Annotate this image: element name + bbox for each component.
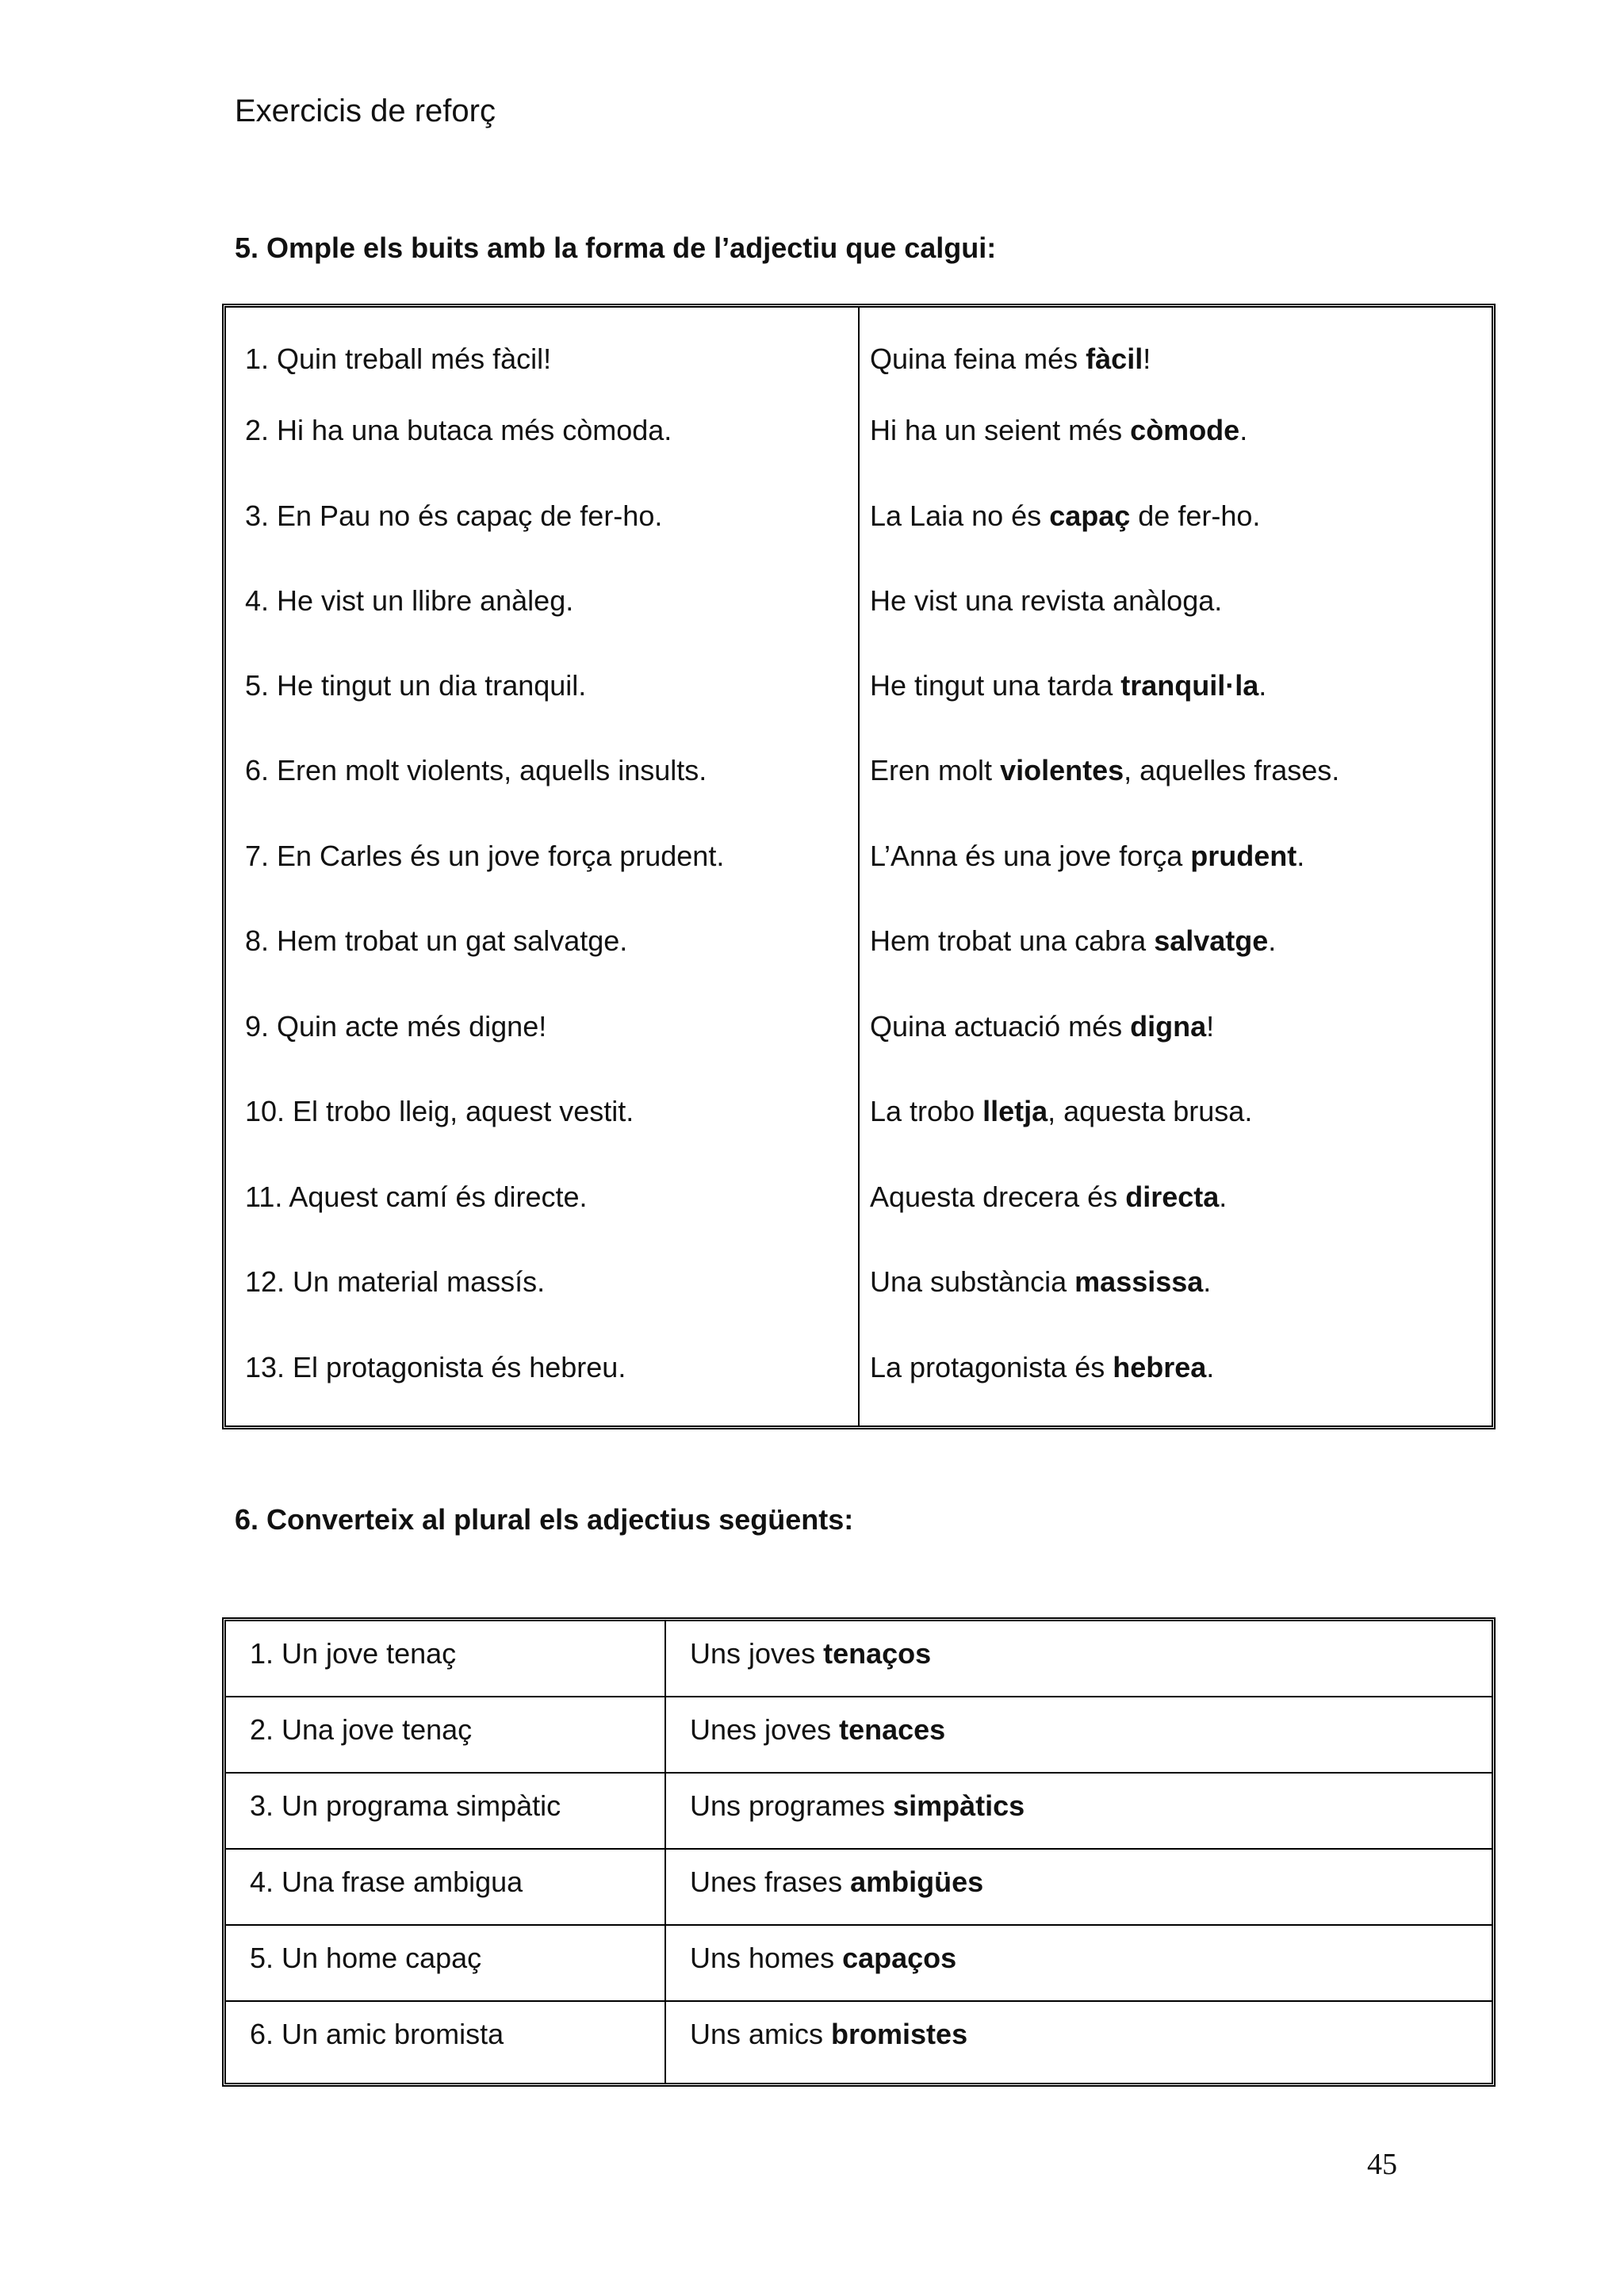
answer-cell xyxy=(870,1351,1214,1384)
table-row xyxy=(226,1621,1492,1697)
table-row xyxy=(226,1181,1492,1228)
answer-word: lletja xyxy=(982,1095,1048,1127)
answer-text: La Laia no és xyxy=(870,499,1050,532)
answer-text: La protagonista és xyxy=(870,1351,1113,1383)
answer-cell xyxy=(870,669,1266,702)
answer-text: Quina actuació més xyxy=(870,1010,1131,1043)
table-row xyxy=(226,1265,1492,1313)
singular-cell: 1. Un jove tenaç xyxy=(250,1637,457,1670)
answer-cell xyxy=(870,414,1247,447)
prompt-cell: 1. Quin treball més fàcil! xyxy=(245,342,552,375)
answer-word: directa xyxy=(1125,1181,1220,1213)
table-row xyxy=(226,754,1492,802)
prompt-cell: 5. He tingut un dia tranquil. xyxy=(245,669,587,702)
plural-cell xyxy=(690,1637,931,1670)
answer-text: Hem trobat una cabra xyxy=(870,924,1155,957)
answer-text: . xyxy=(1206,1351,1215,1383)
answer-text: Uns homes xyxy=(690,1942,843,1974)
table-row xyxy=(226,414,1492,461)
answer-cell xyxy=(870,1265,1211,1299)
answer-text: . xyxy=(1219,1181,1228,1213)
table-row xyxy=(226,499,1492,547)
prompt-cell: 3. En Pau no és capaç de fer-ho. xyxy=(245,499,663,532)
answer-word: violentes xyxy=(1000,754,1124,786)
plural-cell xyxy=(690,1942,956,1975)
singular-cell: 3. Un programa simpàtic xyxy=(250,1789,561,1822)
plural-cell xyxy=(690,1713,945,1747)
answer-text: Uns joves xyxy=(690,1637,824,1670)
section-5-title: 5. Omple els buits amb la forma de l’adjectiu que calgui: xyxy=(235,232,997,264)
answer-word: prudent xyxy=(1190,840,1297,872)
answer-cell xyxy=(870,499,1260,533)
prompt-cell: 7. En Carles és un jove força prudent. xyxy=(245,840,725,872)
answer-text: He vist una revista anàloga. xyxy=(870,584,1223,617)
prompt-cell: 2. Hi ha una butaca més còmoda. xyxy=(245,414,672,446)
answer-text: ! xyxy=(1143,342,1151,375)
table-row xyxy=(226,1095,1492,1142)
answer-text: He tingut una tarda xyxy=(870,669,1121,702)
plural-table xyxy=(222,1617,1496,2087)
table-row xyxy=(226,1850,1492,1926)
answer-cell xyxy=(870,1010,1214,1043)
answer-word: massissa xyxy=(1074,1265,1204,1298)
answer-text: Eren molt xyxy=(870,754,1001,786)
page-header: Exercicis de reforç xyxy=(235,94,496,128)
answer-text: . xyxy=(1203,1265,1212,1298)
prompt-cell: 8. Hem trobat un gat salvatge. xyxy=(245,924,628,957)
prompt-cell: 11. Aquest camí és directe. xyxy=(245,1181,588,1213)
answer-word: bromistes xyxy=(831,2018,968,2050)
singular-cell: 2. Una jove tenaç xyxy=(250,1713,473,1746)
answer-text: . xyxy=(1258,669,1267,702)
answer-word: salvatge xyxy=(1154,924,1269,957)
answer-cell xyxy=(870,1181,1227,1214)
singular-cell: 5. Un home capaç xyxy=(250,1942,482,1974)
answer-text: Unes frases xyxy=(690,1866,851,1898)
singular-cell: 6. Un amic bromista xyxy=(250,2018,504,2050)
answer-text: Uns programes xyxy=(690,1789,894,1822)
page-number: 45 xyxy=(1367,2148,1397,2181)
answer-cell xyxy=(870,840,1304,873)
answer-text: Uns amics xyxy=(690,2018,832,2050)
answer-cell xyxy=(870,924,1276,958)
table-row xyxy=(226,1351,1492,1399)
answer-text: La trobo xyxy=(870,1095,983,1127)
answer-word: hebrea xyxy=(1113,1351,1207,1383)
section-6-title: 6. Converteix al plural els adjectius següents: xyxy=(235,1503,854,1536)
answer-text: Aquesta drecera és xyxy=(870,1181,1126,1213)
plural-cell xyxy=(690,2018,967,2051)
answer-text: Unes joves xyxy=(690,1713,840,1746)
answer-text: L’Anna és una jove força xyxy=(870,840,1191,872)
adjective-form-table xyxy=(222,304,1496,1429)
prompt-cell: 6. Eren molt violents, aquells insults. xyxy=(245,754,707,786)
answer-word: fàcil xyxy=(1086,342,1143,375)
prompt-cell: 13. El protagonista és hebreu. xyxy=(245,1351,626,1383)
prompt-cell: 10. El trobo lleig, aquest vestit. xyxy=(245,1095,634,1127)
answer-text: de fer-ho. xyxy=(1130,499,1261,532)
answer-cell xyxy=(870,584,1222,618)
plural-cell xyxy=(690,1789,1025,1823)
prompt-cell: 12. Un material massís. xyxy=(245,1265,546,1298)
answer-cell xyxy=(870,342,1151,376)
table-row xyxy=(226,1697,1492,1774)
answer-word: còmode xyxy=(1130,414,1240,446)
table-row xyxy=(226,584,1492,632)
answer-text: , aquesta brusa. xyxy=(1048,1095,1253,1127)
answer-text: Quina feina més xyxy=(870,342,1086,375)
table-row xyxy=(226,1774,1492,1850)
answer-text: ! xyxy=(1206,1010,1215,1043)
answer-text: , aquelles frases. xyxy=(1124,754,1340,786)
answer-text: . xyxy=(1268,924,1277,957)
answer-word: capaços xyxy=(842,1942,957,1974)
answer-cell xyxy=(870,754,1339,787)
answer-word: capaç xyxy=(1049,499,1131,532)
answer-text: Hi ha un seient més xyxy=(870,414,1131,446)
answer-word: tranquil·la xyxy=(1120,669,1259,702)
prompt-cell: 4. He vist un llibre anàleg. xyxy=(245,584,574,617)
table-row xyxy=(226,342,1492,390)
answer-word: ambigües xyxy=(850,1866,984,1898)
answer-text: . xyxy=(1297,840,1305,872)
singular-cell: 4. Una frase ambigua xyxy=(250,1866,523,1898)
table-row xyxy=(226,924,1492,972)
table-row xyxy=(226,1926,1492,2002)
table-row xyxy=(226,669,1492,717)
answer-text: . xyxy=(1239,414,1248,446)
answer-cell xyxy=(870,1095,1252,1128)
answer-text: Una substància xyxy=(870,1265,1075,1298)
table-row xyxy=(226,2002,1492,2078)
answer-word: simpàtics xyxy=(893,1789,1025,1822)
answer-word: tenaços xyxy=(823,1637,932,1670)
plural-cell xyxy=(690,1866,983,1899)
answer-word: tenaces xyxy=(839,1713,946,1746)
answer-word: digna xyxy=(1130,1010,1207,1043)
table-row xyxy=(226,1010,1492,1058)
prompt-cell: 9. Quin acte més digne! xyxy=(245,1010,547,1043)
table-row xyxy=(226,840,1492,887)
